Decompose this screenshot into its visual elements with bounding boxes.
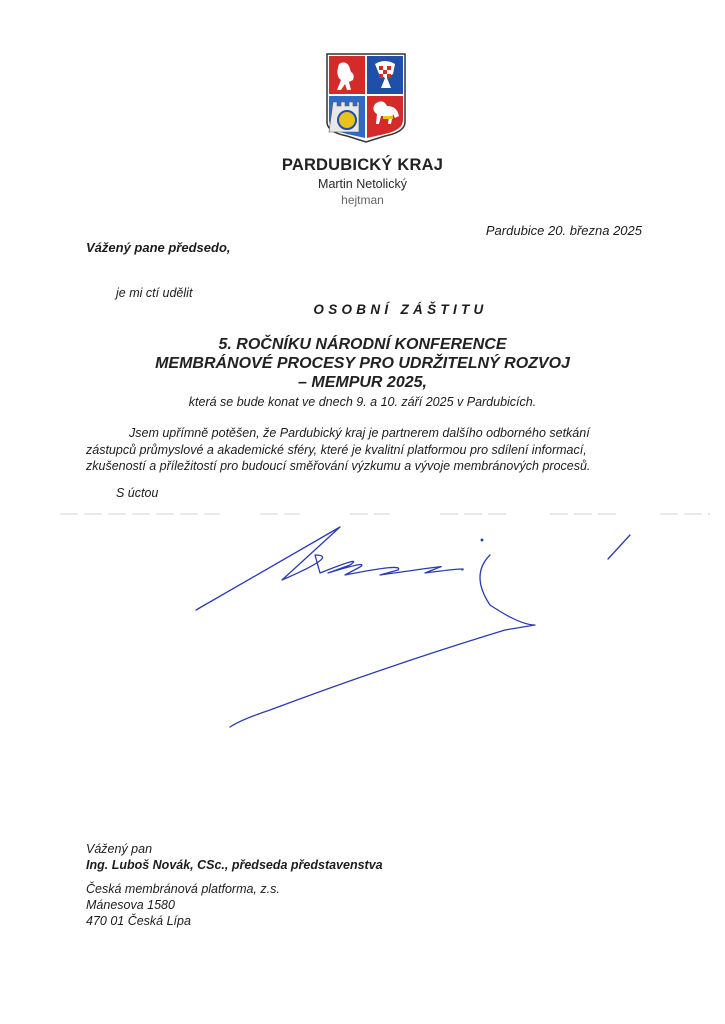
- body-line: zástupců průmyslové a akademické sféry, které je kvalitní platformou pro sdílení informací,: [86, 442, 587, 457]
- addressee-street: Mánesova 1580: [86, 898, 175, 912]
- addressee-greeting: Vážený pan: [86, 842, 153, 856]
- patronage-heading: OSOBNÍ ZÁŠTITU: [313, 302, 488, 317]
- letter-body: [86, 425, 642, 475]
- closing: S úctou: [116, 486, 159, 500]
- conference-line: – MEMPUR 2025,: [298, 374, 427, 391]
- addressee-block: [86, 841, 383, 929]
- addressee-city: 470 01 Česká Lípa: [86, 914, 191, 928]
- governor-role: hejtman: [341, 193, 384, 207]
- salutation: Vážený pane předsedo,: [86, 240, 231, 255]
- region-name: PARDUBICKÝ KRAJ: [281, 156, 444, 174]
- body-line: Jsem upřímně potěšen, že Pardubický kraj je partnerem dalšího odborného setkání: [129, 426, 590, 440]
- place-date: Pardubice 20. března 2025: [485, 223, 642, 238]
- signature-icon: [190, 515, 690, 745]
- intro-text: je mi ctí udělit: [116, 286, 193, 300]
- addressee-organization: Česká membránová platforma, z.s.: [86, 882, 280, 896]
- governor-name: Martin Netolický: [318, 177, 407, 191]
- conference-line: MEMBRÁNOVÉ PROCESY PRO UDRŽITELNÝ ROZVOJ: [155, 355, 570, 372]
- body-line: zkušeností a příležitostí pro budoucí směřování výzkumu a vývoje membránových procesů.: [86, 459, 591, 473]
- conference-dates: která se bude konat ve dnech 9. a 10. září 2025 v Pardubicích.: [188, 395, 537, 409]
- coat-of-arms-icon: [325, 52, 407, 144]
- addressee-name: Ing. Luboš Novák, CSc., předseda představenstva: [86, 858, 383, 872]
- conference-line: 5. ROČNÍKU NÁRODNÍ KONFERENCE: [218, 336, 507, 353]
